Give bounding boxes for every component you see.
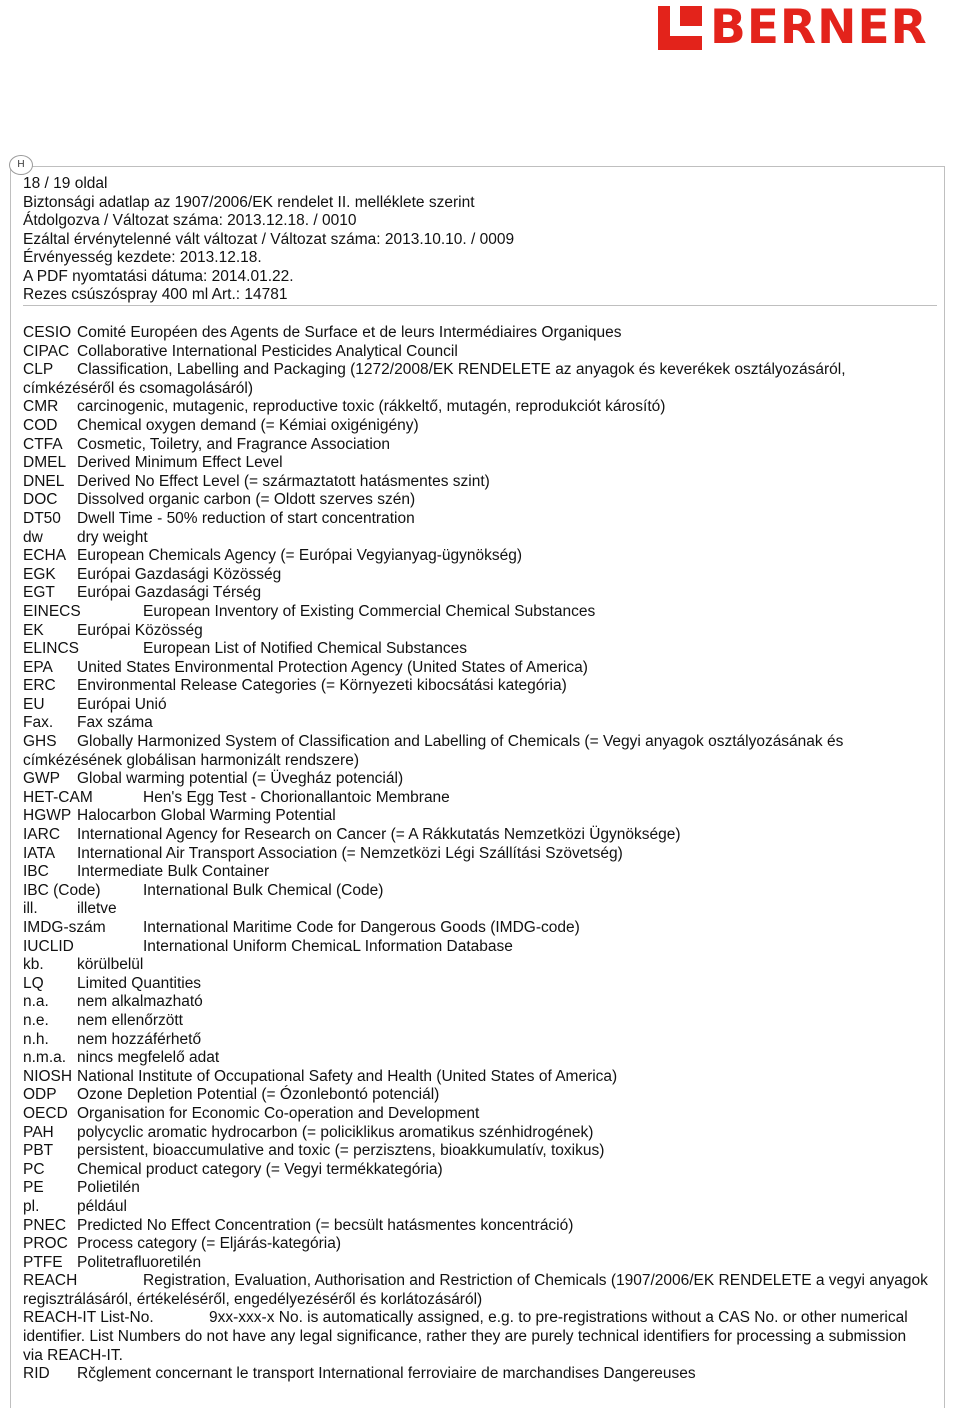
abbreviation-row — [23, 1031, 928, 1050]
abbreviation-term: PROC — [23, 1235, 68, 1253]
abbreviation-row — [23, 1124, 928, 1143]
abbreviation-description: Chemical product category (= Vegyi termékkategória) — [77, 1160, 443, 1178]
abbreviation-description: Comité Européen des Agents de Surface et de leurs Intermédiaires Organiques — [77, 324, 622, 341]
abbreviation-description: Classification, Labelling and Packaging (1272/2008/EK RENDELETE az anyagok és keverékek osztályozásáról, címkézéséről és csomagolásáról) — [23, 361, 846, 397]
abbreviation-term: PAH — [23, 1123, 54, 1141]
abbreviation-description: Hen's Egg Test - Chorionallantoic Membrane — [143, 788, 450, 806]
abbreviation-term: PNEC — [23, 1216, 67, 1234]
abbreviation-row — [23, 324, 928, 343]
abbreviation-row — [23, 491, 928, 510]
abbreviation-term: IMDG-szám — [23, 919, 106, 936]
abbreviation-description: Halocarbon Global Warming Potential — [77, 807, 336, 825]
abbreviation-row — [23, 454, 928, 473]
abbreviation-row — [23, 993, 928, 1012]
abbreviation-row — [23, 938, 928, 957]
abbreviation-description: Limited Quantities — [77, 974, 202, 992]
abbreviation-term: DNEL — [23, 472, 65, 490]
abbreviation-term: kb. — [23, 956, 44, 974]
abbreviation-row — [23, 1365, 928, 1384]
abbreviation-description: Dissolved organic carbon (= Oldott szerves szén) — [77, 491, 416, 509]
abbreviation-term: RID — [23, 1365, 50, 1383]
abbreviation-row — [23, 436, 928, 455]
abbreviation-row — [23, 640, 928, 659]
abbreviation-description: Dwell Time - 50% reduction of start concentration — [77, 509, 415, 527]
abbreviation-row — [23, 789, 928, 808]
abbreviation-description: European Inventory of Existing Commercial Chemical Substances — [143, 602, 596, 620]
abbreviation-term: PBT — [23, 1142, 54, 1160]
abbreviation-description: International Air Transport Association (= Nemzetközi Légi Szállítási Szövetség) — [77, 844, 623, 862]
abbreviation-row — [23, 659, 928, 678]
abbreviation-description: Environmental Release Categories (= Környezeti kibocsátási kategória) — [77, 677, 567, 695]
abbreviation-term: n.a. — [23, 993, 49, 1011]
abbreviation-term: EU — [23, 695, 45, 713]
abbreviation-row — [23, 956, 928, 975]
abbreviation-description: 9xx-xxx-x No. is automatically assigned, e.g. to pre-registrations without a CAS No. or other numerical identifier. List Numbers do not have any legal significance, rather they are purely technical identifiers for processing a submission via REACH-IT. — [23, 1309, 908, 1364]
abbreviation-description: National Institute of Occupational Safety and Health (United States of America) — [77, 1067, 618, 1085]
logo-mark-icon — [658, 6, 702, 50]
abbreviation-row — [23, 919, 928, 938]
abbreviation-row — [23, 1198, 928, 1217]
language-badge: H — [9, 155, 33, 175]
abbreviation-description: Európai Közösség — [77, 621, 203, 639]
page-frame-top — [10, 166, 944, 167]
abbreviation-term: LQ — [23, 974, 44, 992]
abbreviation-term: ill. — [23, 900, 38, 918]
abbreviation-term: EGT — [23, 584, 55, 602]
abbreviation-description: nem ellenőrzött — [77, 1011, 183, 1029]
abbreviation-row — [23, 975, 928, 994]
abbreviation-description: Európai Gazdasági Közösség — [77, 565, 282, 583]
abbreviation-term: ODP — [23, 1086, 57, 1104]
abbreviation-term: GHS — [23, 733, 57, 751]
abbreviation-row — [23, 863, 928, 882]
abbreviation-description: Organisation for Economic Co-operation and Development — [77, 1104, 480, 1122]
abbreviation-row — [23, 900, 928, 919]
abbreviation-row — [23, 417, 928, 436]
abbreviation-term: EINECS — [23, 602, 81, 620]
abbreviation-description: Rčglement concernant le transport International ferroviaire de marchandises Dangereuses — [77, 1365, 696, 1383]
document-type: Biztonsági adatlap az 1907/2006/EK rendelet II. melléklete szerint — [23, 193, 475, 211]
abbreviation-description: International Bulk Chemical (Code) — [143, 881, 384, 899]
abbreviation-term: REACH — [23, 1272, 78, 1290]
abbreviation-row — [23, 1068, 928, 1087]
abbreviation-row — [23, 398, 928, 417]
abbreviation-term: CIPAC — [23, 342, 70, 360]
product-name: Rezes csúszóspray 400 ml Art.: 14781 — [23, 286, 288, 303]
abbreviation-row — [23, 1179, 928, 1198]
abbreviation-term: n.m.a. — [23, 1049, 67, 1067]
abbreviation-term: PE — [23, 1179, 44, 1197]
superseded-version: Ezáltal érvénytelenné vált változat / Változat száma: 2013.10.10. / 0009 — [23, 230, 515, 248]
abbreviation-term: PC — [23, 1160, 45, 1178]
abbreviation-description: például — [77, 1197, 127, 1215]
header-separator — [23, 305, 937, 306]
abbreviation-term: CLP — [23, 361, 54, 379]
abbreviation-description: Registration, Evaluation, Authorisation and Restriction of Chemicals (1907/2006/EK RENDELETE a vegyi anyagok regisztrálásáról, értékeléséről, engedélyezéséről és korlátozásáról) — [23, 1272, 928, 1308]
abbreviation-description: Derived No Effect Level (= származtatott hatásmentes szint) — [77, 472, 490, 490]
abbreviation-term: NIOSH — [23, 1067, 73, 1085]
abbreviation-term: ERC — [23, 677, 56, 695]
document-header — [23, 175, 923, 305]
abbreviation-term: COD — [23, 416, 58, 434]
abbreviation-row — [23, 1049, 928, 1068]
abbreviation-term: CTFA — [23, 435, 63, 453]
abbreviation-description: International Uniform ChemicaL Information Database — [143, 937, 513, 955]
abbreviation-term: IATA — [23, 844, 56, 862]
abbreviation-term: ELINCS — [23, 640, 79, 658]
abbreviation-row — [23, 361, 928, 398]
abbreviation-row — [23, 343, 928, 362]
abbreviation-description: dry weight — [77, 528, 148, 546]
abbreviation-term: EGK — [23, 565, 56, 583]
abbreviation-term: REACH-IT List-No. — [23, 1309, 154, 1327]
page-frame-right — [944, 166, 945, 1408]
abbreviation-term: Fax. — [23, 714, 54, 732]
abbreviation-description: illetve — [77, 900, 117, 918]
abbreviation-row — [23, 1217, 928, 1236]
abbreviation-term: n.h. — [23, 1030, 49, 1048]
abbreviation-term: EK — [23, 621, 44, 639]
abbreviation-description: United States Environmental Protection Agency (United States of America) — [77, 658, 588, 676]
abbreviation-row — [23, 1254, 928, 1273]
abbreviation-row — [23, 826, 928, 845]
abbreviation-list — [23, 324, 928, 1384]
abbreviation-description: Global warming potential (= Üvegház potenciál) — [77, 770, 404, 788]
abbreviation-term: HGWP — [23, 807, 72, 825]
abbreviation-row — [23, 473, 928, 492]
abbreviation-row — [23, 566, 928, 585]
abbreviation-description: Globally Harmonized System of Classification and Labelling of Chemicals (= Vegyi anyagok osztályozásának és címkézésének globálisan harmonizált rendszere) — [23, 733, 844, 769]
abbreviation-description: nem alkalmazható — [77, 993, 203, 1011]
revision-info: Átdolgozva / Változat száma: 2013.12.18. / 0010 — [23, 212, 357, 229]
abbreviation-term: IBC (Code) — [23, 881, 101, 899]
abbreviation-row — [23, 529, 928, 548]
abbreviation-description: Derived Minimum Effect Level — [77, 454, 283, 472]
abbreviation-description: Predicted No Effect Concentration (= becsült hatásmentes koncentráció) — [77, 1216, 574, 1234]
abbreviation-row — [23, 807, 928, 826]
abbreviation-term: IUCLID — [23, 937, 74, 955]
abbreviation-row — [23, 714, 928, 733]
abbreviation-term: PTFE — [23, 1253, 63, 1271]
valid-from: Érvényesség kezdete: 2013.12.18. — [23, 249, 262, 266]
abbreviation-term: DT50 — [23, 509, 61, 527]
abbreviation-description: European Chemicals Agency (= Európai Vegyianyag-ügynökség) — [77, 547, 523, 565]
abbreviation-term: CMR — [23, 398, 59, 416]
abbreviation-description: Európai Unió — [77, 695, 167, 713]
abbreviation-row — [23, 770, 928, 789]
abbreviation-term: dw — [23, 528, 43, 546]
abbreviation-description: polycyclic aromatic hydrocarbon (= policiklikus aromatikus szénhidrogének) — [77, 1123, 594, 1141]
abbreviation-row — [23, 1235, 928, 1254]
abbreviation-term: IARC — [23, 826, 61, 844]
abbreviation-term: CESIO — [23, 324, 72, 341]
abbreviation-description: Collaborative International Pesticides Analytical Council — [77, 342, 458, 360]
abbreviation-row — [23, 603, 928, 622]
abbreviation-row — [23, 1309, 928, 1365]
abbreviation-description: Process category (= Eljárás-kategória) — [77, 1235, 342, 1253]
abbreviation-description: Chemical oxygen demand (= Kémiai oxigénigény) — [77, 416, 419, 434]
page-number: 18 / 19 oldal — [23, 175, 108, 192]
abbreviation-row — [23, 882, 928, 901]
abbreviation-term: pl. — [23, 1197, 40, 1215]
abbreviation-row — [23, 1086, 928, 1105]
abbreviation-term: EPA — [23, 658, 53, 676]
abbreviation-description: carcinogenic, mutagenic, reproductive toxic (rákkeltő, mutagén, reprodukciót károsító) — [77, 398, 666, 416]
page-frame-left — [10, 166, 11, 1408]
abbreviation-description: nem hozzáférhető — [77, 1030, 202, 1048]
abbreviation-row — [23, 1105, 928, 1124]
abbreviation-row — [23, 845, 928, 864]
abbreviation-term: DMEL — [23, 454, 67, 472]
berner-logo — [658, 0, 958, 55]
logo-wordmark: BERNER — [710, 0, 928, 55]
abbreviation-description: körülbelül — [77, 956, 144, 974]
abbreviation-term: n.e. — [23, 1011, 49, 1029]
abbreviation-description: persistent, bioaccumulative and toxic (= perzisztens, bioakkumulatív, toxikus) — [77, 1142, 605, 1160]
abbreviation-row — [23, 547, 928, 566]
abbreviation-term: ECHA — [23, 547, 67, 565]
abbreviation-description: International Agency for Research on Cancer (= A Rákkutatás Nemzetközi Ügynöksége) — [77, 826, 681, 844]
abbreviation-term: GWP — [23, 770, 61, 788]
abbreviation-row — [23, 1272, 928, 1309]
abbreviation-row — [23, 696, 928, 715]
abbreviation-term: HET-CAM — [23, 788, 93, 806]
abbreviation-row — [23, 733, 928, 770]
abbreviation-row — [23, 622, 928, 641]
abbreviation-description: Polietilén — [77, 1179, 140, 1197]
abbreviation-row — [23, 510, 928, 529]
abbreviation-term: IBC — [23, 863, 49, 881]
abbreviation-description: nincs megfelelő adat — [77, 1049, 220, 1067]
abbreviation-description: Európai Gazdasági Térség — [77, 584, 262, 602]
abbreviation-row — [23, 584, 928, 603]
abbreviation-description: Cosmetic, Toiletry, and Fragrance Association — [77, 435, 391, 453]
abbreviation-row — [23, 1012, 928, 1031]
abbreviation-description: Ozone Depletion Potential (= Ózonlebontó potenciál) — [77, 1086, 440, 1104]
abbreviation-term: OECD — [23, 1104, 68, 1122]
abbreviation-row — [23, 1142, 928, 1161]
abbreviation-description: European List of Notified Chemical Substances — [143, 640, 467, 658]
abbreviation-row — [23, 677, 928, 696]
abbreviation-description: Fax száma — [77, 714, 153, 732]
abbreviation-description: Intermediate Bulk Container — [77, 863, 270, 881]
pdf-print-date: A PDF nyomtatási dátuma: 2014.01.22. — [23, 267, 294, 285]
abbreviation-description: International Maritime Code for Dangerous Goods (IMDG-code) — [143, 919, 580, 936]
abbreviation-term: DOC — [23, 491, 58, 509]
abbreviation-description: Politetrafluoretilén — [77, 1253, 202, 1271]
abbreviation-row — [23, 1161, 928, 1180]
